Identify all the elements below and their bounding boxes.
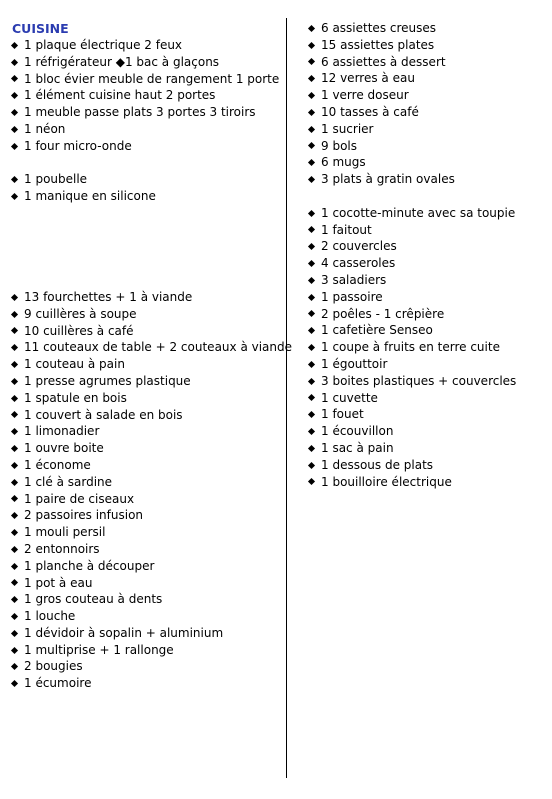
bullet-diamond-icon: [308, 361, 315, 368]
spacer: [10, 205, 282, 222]
left-group-2: [10, 171, 282, 205]
spacer: [10, 155, 282, 172]
left-group-1: [10, 37, 282, 155]
list-item: [307, 423, 547, 440]
bullet-diamond-icon: [308, 462, 315, 469]
list-item: [307, 205, 547, 222]
list-item-text: 13 fourchettes + 1 à viande: [24, 289, 193, 304]
list-item: [307, 356, 547, 373]
list-item: [10, 323, 282, 340]
bullet-diamond-icon: [11, 311, 18, 318]
bullet-diamond-icon: [11, 294, 18, 301]
list-item: [10, 625, 282, 642]
bullet-diamond-icon: [308, 260, 315, 267]
list-item: [10, 440, 282, 457]
bullet-diamond-icon: [11, 411, 18, 418]
list-item: [10, 658, 282, 675]
list-item-text: 1 ouvre boite: [24, 441, 104, 456]
list-item: [10, 171, 282, 188]
list-item-text: 1 poubelle: [24, 172, 88, 187]
list-item: [10, 524, 282, 541]
list-item-text: 1 bouilloire électrique: [321, 474, 452, 489]
list-item-text: 1 coupe à fruits en terre cuite: [321, 340, 500, 355]
spacer: [10, 255, 282, 272]
column-divider: [286, 18, 287, 778]
list-item-text: 1 sucrier: [321, 121, 374, 136]
list-item-text: 2 couvercles: [321, 239, 397, 254]
list-item: [10, 474, 282, 491]
bullet-diamond-icon: [11, 193, 18, 200]
list-item: [307, 339, 547, 356]
list-item-text: 1 louche: [24, 609, 76, 624]
list-item: [10, 575, 282, 592]
left-group-3: [10, 289, 293, 692]
bullet-diamond-icon: [11, 92, 18, 99]
bullet-diamond-icon: [308, 176, 315, 183]
list-item-text: 10 cuillères à café: [24, 323, 134, 338]
list-item-text: 2 bougies: [24, 659, 83, 674]
list-item: [307, 37, 547, 54]
spacer: [10, 222, 282, 239]
list-item-text: 1 paire de ciseaux: [24, 491, 135, 506]
list-item-text: 6 mugs: [321, 155, 366, 170]
list-item: [10, 87, 282, 104]
list-item: [10, 71, 282, 88]
list-item: [307, 54, 547, 71]
list-item: [307, 104, 547, 121]
list-item-text: 6 assiettes creuses: [321, 21, 437, 35]
bullet-diamond-icon: [11, 42, 18, 49]
list-item-text: 1 faitout: [321, 222, 372, 237]
bullet-diamond-icon: [308, 411, 315, 418]
list-item-text: 1 écumoire: [24, 676, 92, 691]
bullet-diamond-icon: [308, 294, 315, 301]
bullet-diamond-icon: [308, 159, 315, 166]
right-column: [307, 20, 547, 490]
list-item: [10, 423, 282, 440]
list-item-text: 1 passoire: [321, 289, 383, 304]
right-group-2: [307, 205, 547, 491]
list-item-text: 1 sac à pain: [321, 440, 394, 455]
bullet-diamond-icon: [11, 126, 18, 133]
list-item: [307, 238, 547, 255]
bullet-diamond-icon: [308, 428, 315, 435]
bullet-diamond-icon: [11, 462, 18, 469]
list-item-text: 1 réfrigérateur ◆1 bac à glaçons: [24, 54, 220, 69]
list-item: [10, 138, 282, 155]
list-item-text: 1 spatule en bois: [24, 390, 127, 405]
bullet-diamond-icon: [11, 344, 18, 351]
list-item-text: 1 meuble passe plats 3 portes 3 tiroirs: [24, 105, 256, 120]
list-item: [10, 457, 282, 474]
bullet-diamond-icon: [308, 25, 315, 32]
bullet-diamond-icon: [308, 394, 315, 401]
bullet-diamond-icon: [308, 378, 315, 385]
list-item-text: 1 cafetière Senseo: [321, 323, 433, 338]
bullet-diamond-icon: [308, 478, 315, 485]
list-item: [307, 474, 547, 491]
list-item: [10, 608, 282, 625]
spacer: [10, 272, 282, 289]
list-item: [10, 373, 282, 390]
list-item: [10, 121, 282, 138]
list-item-text: 3 saladiers: [321, 272, 387, 287]
list-item: [10, 491, 282, 508]
bullet-diamond-icon: [308, 310, 315, 317]
list-item: [307, 406, 547, 423]
list-item: [10, 675, 282, 692]
bullet-diamond-icon: [11, 445, 18, 452]
list-item-text: 1 limonadier: [24, 424, 100, 439]
list-item-text: 1 écouvillon: [321, 424, 394, 439]
list-item: [10, 356, 282, 373]
list-item: [10, 407, 282, 424]
list-item-text: 1 couvert à salade en bois: [24, 407, 183, 422]
list-item-text: 1 économe: [24, 457, 91, 472]
bullet-diamond-icon: [11, 378, 18, 385]
list-item-text: 1 clé à sardine: [24, 474, 113, 489]
bullet-diamond-icon: [11, 680, 18, 687]
list-item: [10, 188, 282, 205]
list-item: [307, 457, 547, 474]
bullet-diamond-icon: [11, 109, 18, 116]
list-item-text: 6 assiettes à dessert: [321, 54, 446, 69]
list-item-text: 1 multiprise + 1 rallonge: [24, 642, 174, 657]
bullet-diamond-icon: [11, 59, 18, 66]
bullet-diamond-icon: [11, 479, 18, 486]
right-group-1: [307, 20, 547, 188]
bullet-diamond-icon: [11, 579, 18, 586]
list-item-text: 1 presse agrumes plastique: [24, 373, 191, 388]
bullet-diamond-icon: [11, 361, 18, 368]
list-item: [10, 54, 282, 71]
list-item-text: 9 bols: [321, 138, 357, 153]
list-item-text: 1 gros couteau à dents: [24, 592, 163, 607]
list-item-text: 1 couteau à pain: [24, 357, 125, 372]
bullet-diamond-icon: [308, 109, 315, 116]
list-item: [307, 70, 547, 87]
list-item-text: 15 assiettes plates: [321, 37, 435, 52]
list-item-text: 2 poêles - 1 crêpière: [321, 306, 445, 321]
list-item-text: 1 cuvette: [321, 390, 378, 405]
list-item-text: 1 pot à eau: [24, 575, 93, 590]
list-item-text: 2 passoires infusion: [24, 508, 144, 523]
list-item-text: 4 casseroles: [321, 256, 396, 271]
bullet-diamond-icon: [11, 563, 18, 570]
list-item: [307, 390, 547, 407]
list-item: [10, 591, 282, 608]
bullet-diamond-icon: [11, 395, 18, 402]
list-item: [307, 222, 547, 239]
bullet-diamond-icon: [11, 596, 18, 603]
bullet-diamond-icon: [11, 663, 18, 670]
list-item: [307, 255, 547, 272]
bullet-diamond-icon: [11, 529, 18, 536]
list-item: [10, 104, 282, 121]
bullet-diamond-icon: [308, 277, 315, 284]
bullet-diamond-icon: [11, 630, 18, 637]
spacer: [10, 239, 282, 256]
list-item-text: 1 bloc évier meuble de rangement 1 porte: [24, 71, 280, 86]
list-item-text: 1 plaque électrique 2 feux: [24, 38, 183, 52]
bullet-diamond-icon: [308, 126, 315, 133]
list-item-text: 1 cocotte-minute avec sa toupie: [321, 205, 516, 220]
list-item: [307, 322, 547, 339]
bullet-diamond-icon: [11, 143, 18, 150]
bullet-diamond-icon: [11, 512, 18, 519]
list-item-text: 3 plats à gratin ovales: [321, 172, 455, 187]
bullet-diamond-icon: [308, 445, 315, 452]
list-item: [10, 642, 282, 659]
list-item-text: 12 verres à eau: [321, 71, 415, 86]
bullet-diamond-icon: [308, 344, 315, 351]
list-item: [10, 306, 282, 323]
list-item-text: 1 four micro-onde: [24, 138, 132, 153]
list-item-text: 1 planche à découper: [24, 558, 155, 573]
list-item: [307, 87, 547, 104]
list-item-text: 1 égouttoir: [321, 356, 388, 371]
list-item: [10, 541, 282, 558]
bullet-diamond-icon: [11, 647, 18, 654]
bullet-diamond-icon: [11, 613, 18, 620]
list-item: [307, 20, 547, 37]
list-item: [307, 440, 547, 457]
list-item-text: 10 tasses à café: [321, 104, 419, 119]
list-item: [10, 339, 293, 356]
section-title-cuisine: CUISINE: [12, 21, 69, 36]
list-item-text: 1 dessous de plats: [321, 457, 434, 472]
left-column: [10, 20, 293, 692]
bullet-diamond-icon: [308, 142, 315, 149]
list-item: [307, 289, 547, 306]
bullet-diamond-icon: [308, 327, 315, 334]
bullet-diamond-icon: [308, 210, 315, 217]
list-item-text: 11 couteaux de table + 2 couteaux à viande: [24, 340, 293, 355]
list-item: [10, 507, 282, 524]
list-item-text: 3 boites plastiques + couvercles: [321, 373, 517, 388]
bullet-diamond-icon: [308, 243, 315, 250]
list-item: [10, 37, 282, 54]
list-item: [10, 289, 282, 306]
bullet-diamond-icon: [11, 546, 18, 553]
bullet-diamond-icon: [11, 428, 18, 435]
list-item-text: 1 dévidoir à sopalin + aluminium: [24, 625, 224, 640]
list-item-text: 1 fouet: [321, 407, 364, 422]
list-item-text: 1 manique en silicone: [24, 189, 156, 204]
spacer: [307, 188, 547, 205]
bullet-diamond-icon: [308, 75, 315, 82]
list-item-text: 1 mouli persil: [24, 525, 106, 540]
list-item: [307, 306, 547, 323]
list-item: [307, 138, 547, 155]
bullet-diamond-icon: [11, 176, 18, 183]
list-item: [307, 121, 547, 138]
list-item: [307, 272, 547, 289]
bullet-diamond-icon: [11, 327, 18, 334]
list-item: [10, 390, 282, 407]
list-item: [10, 558, 282, 575]
bullet-diamond-icon: [308, 226, 315, 233]
list-item-text: 1 verre doseur: [321, 88, 409, 103]
bullet-diamond-icon: [308, 58, 315, 65]
list-item: [307, 171, 547, 188]
list-item-text: 9 cuillères à soupe: [24, 306, 137, 321]
bullet-diamond-icon: [308, 92, 315, 99]
bullet-diamond-icon: [308, 42, 315, 49]
list-item: [307, 154, 547, 171]
list-item-text: 1 néon: [24, 121, 66, 136]
list-item-text: 1 élément cuisine haut 2 portes: [24, 88, 216, 103]
list-item-text: 2 entonnoirs: [24, 541, 100, 556]
bullet-diamond-icon: [11, 75, 18, 82]
bullet-diamond-icon: [11, 495, 18, 502]
list-item: [307, 373, 547, 390]
